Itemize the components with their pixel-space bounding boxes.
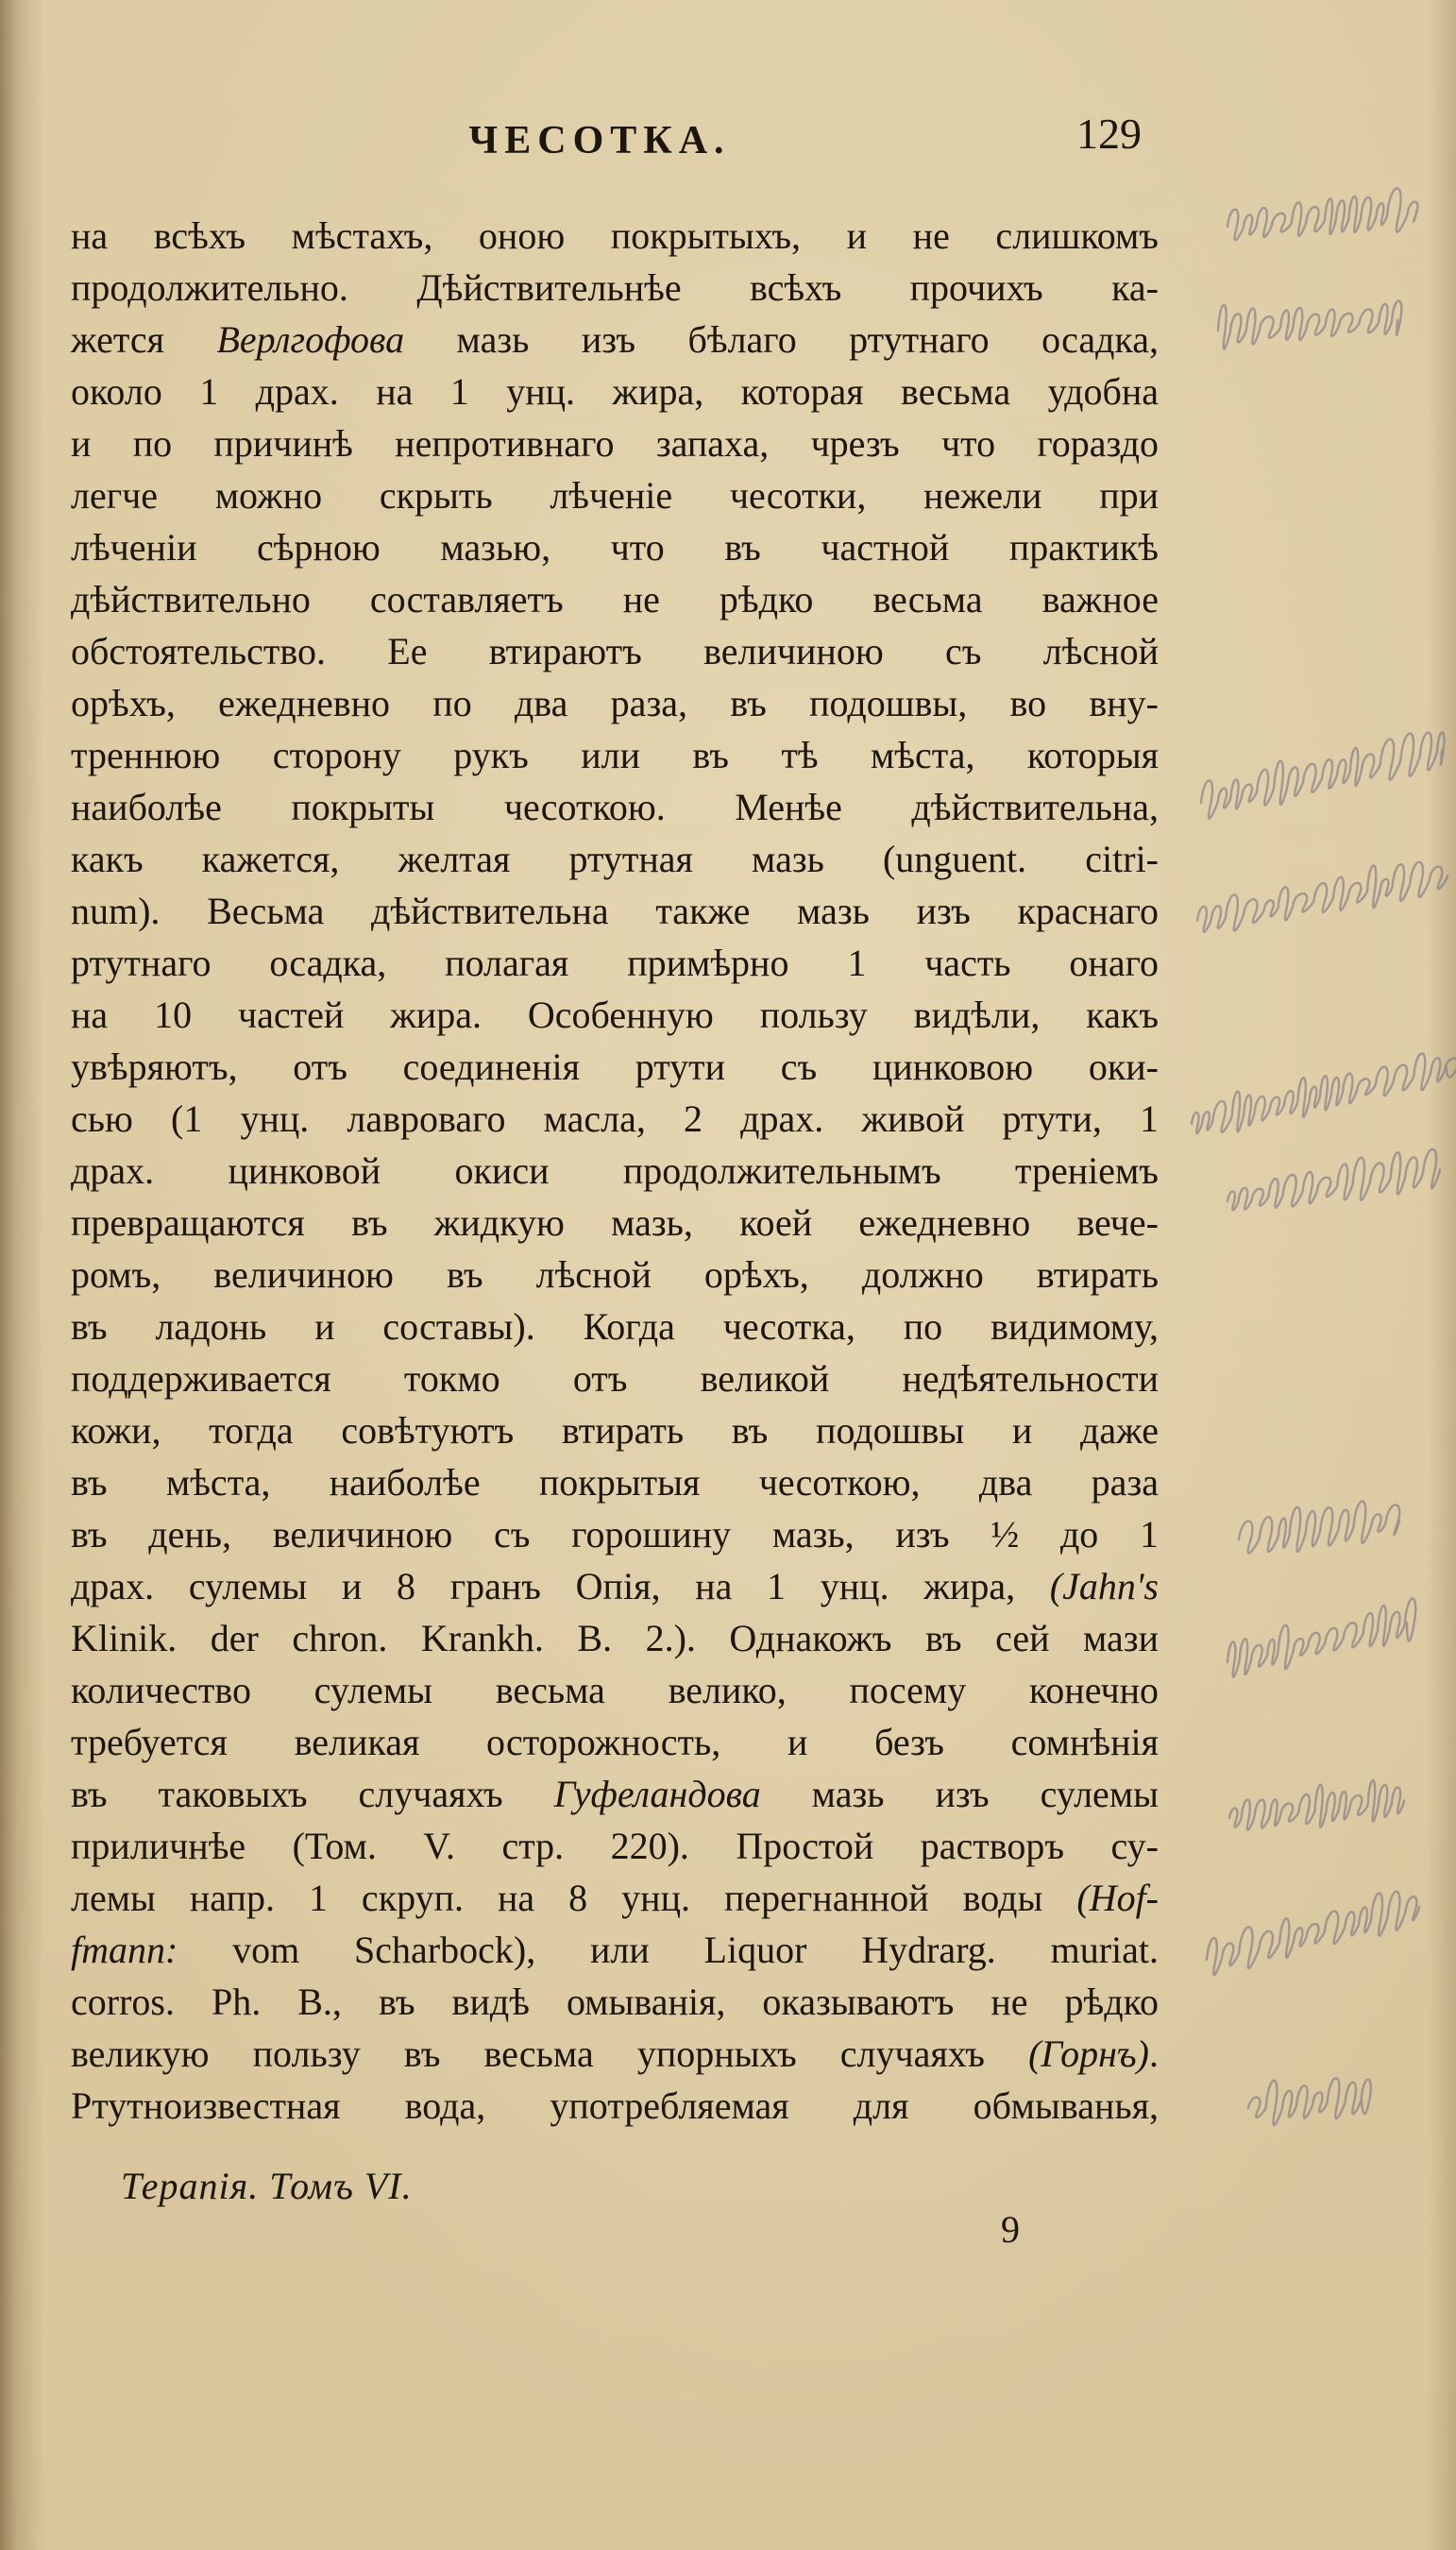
text-line — [71, 262, 1159, 314]
text-line — [71, 521, 1159, 573]
text-line — [71, 677, 1159, 729]
page-left-edge-shadow — [0, 0, 43, 2550]
text-line — [71, 1197, 1159, 1249]
text-line — [71, 1976, 1159, 2028]
text-line — [71, 469, 1159, 521]
text-line — [71, 1872, 1159, 1924]
text-segment: Klinik. der chron. Krankh. B. 2.). Однакожъ въ сей мази — [71, 1617, 1159, 1659]
text-segment: поддерживается токмо отъ великой недѣятельности — [71, 1357, 1159, 1400]
text-line — [71, 1249, 1159, 1300]
text-segment: наиболѣе покрыты чесоткою. Менѣе дѣйствительна, — [71, 786, 1159, 828]
italic-text-segment: Верлгофова — [216, 318, 405, 361]
italic-text-segment: (Hof- — [1076, 1877, 1159, 1919]
text-segment: . — [1149, 2032, 1159, 2075]
text-line — [71, 1041, 1159, 1093]
text-segment: въ таковыхъ случаяхъ — [71, 1773, 554, 1815]
text-line — [71, 1456, 1159, 1508]
text-segment: кожи, тогда совѣтуютъ втирать въ подошвы и даже — [71, 1409, 1159, 1452]
text-line — [71, 2028, 1159, 2080]
italic-text-segment: Гуфеландова — [553, 1773, 761, 1815]
text-segment: превращаются въ жидкую мазь, коей ежедневно вече- — [71, 1201, 1159, 1244]
text-line — [71, 1352, 1159, 1404]
signature-mark: 9 — [1001, 2208, 1020, 2251]
text-segment: требуется великая осторожность, и безъ сомнѣнія — [71, 1721, 1159, 1763]
text-segment: ртутнаго осадка, полагая примѣрно 1 часть онаго — [71, 942, 1159, 984]
text-segment: num). Весьма дѣйствительна также мазь изъ краснаго — [71, 890, 1159, 932]
text-segment: vom Scharbock), или Liquor Hydrarg. muriat. — [178, 1929, 1159, 1971]
text-segment: Ртутноизвестная вода, употребляемая для обмыванья, — [71, 2084, 1159, 2127]
text-segment: въ день, величиною съ горошину мазь, изъ ½ до 1 — [71, 1513, 1159, 1556]
text-line — [71, 366, 1159, 417]
text-segment: легче можно скрыть лѣченіе чесотки, нежели при — [71, 474, 1159, 517]
text-segment: на всѣхъ мѣстахъ, оною покрытыхъ, и не слишкомъ — [71, 214, 1159, 257]
running-head-title: ЧЕСОТКА. — [468, 119, 731, 162]
text-line — [71, 1560, 1159, 1612]
text-segment: мазь изъ бѣлаго ртутнаго осадка, — [404, 318, 1159, 361]
text-segment: сью (1 унц. лавроваго масла, 2 драх. живой ртути, 1 — [71, 1097, 1159, 1140]
text-segment: приличнѣе (Том. V. стр. 220). Простой растворъ су- — [71, 1825, 1159, 1867]
text-line — [71, 1716, 1159, 1768]
handwritten-note-scribble — [1248, 2078, 1371, 2125]
text-line — [71, 1820, 1159, 1872]
text-line — [71, 937, 1159, 989]
text-segment: продолжительно. Дѣйствительнѣе всѣхъ прочихъ ка- — [71, 266, 1159, 309]
text-line — [71, 573, 1159, 625]
handwritten-note-scribble — [1197, 862, 1448, 932]
text-segment: орѣхъ, ежедневно по два раза, въ подошвы, во вну- — [71, 682, 1159, 724]
text-segment: мазь изъ сулемы — [760, 1773, 1159, 1815]
text-line — [71, 729, 1159, 781]
text-segment: ромъ, величиною въ лѣсной орѣхъ, должно втирать — [71, 1253, 1159, 1296]
italic-text-segment: fmann: — [71, 1929, 178, 1971]
text-segment: около 1 драх. на 1 унц. жира, которая весьма удобна — [71, 370, 1159, 413]
text-line — [71, 1404, 1159, 1456]
text-segment: жется — [71, 318, 217, 361]
text-segment: треннюю сторону рукъ или въ тѣ мѣста, которыя — [71, 734, 1159, 776]
text-segment: на 10 частей жира. Особенную пользу видѣли, какъ — [71, 994, 1159, 1036]
text-segment: въ мѣста, наиболѣе покрытыя чесоткою, два раза — [71, 1461, 1159, 1504]
handwritten-note-scribble — [1201, 732, 1444, 818]
handwritten-note-scribble — [1192, 1053, 1456, 1133]
text-line — [71, 1508, 1159, 1560]
page-right-edge-shadow — [1428, 0, 1456, 2550]
text-segment: лѣченіи сѣрною мазью, что въ частной практикѣ — [71, 526, 1159, 569]
handwritten-note-scribble — [1227, 1149, 1440, 1211]
text-segment: увѣряютъ, отъ соединенія ртути съ цинковою оки- — [71, 1046, 1159, 1088]
text-segment: дѣйствительно составляетъ не рѣдко весьма важное — [71, 578, 1159, 620]
text-line — [71, 1612, 1159, 1664]
handwritten-note-scribble — [1229, 1780, 1404, 1830]
page-number: 129 — [1076, 110, 1142, 158]
text-line — [71, 1924, 1159, 1976]
text-segment: обстоятельство. Ее втираютъ величиною съ лѣсной — [71, 630, 1159, 672]
italic-text-segment: (Горнъ) — [1028, 2032, 1149, 2075]
text-segment: какъ кажется, желтая ртутная мазь (unguent. citri- — [71, 838, 1159, 880]
text-segment: corros. Ph. B., въ видѣ омыванія, оказываютъ не рѣдко — [71, 1980, 1159, 2023]
handwritten-note-scribble — [1227, 1598, 1415, 1676]
text-segment: драх. цинковой окиси продолжительнымъ треніемъ — [71, 1149, 1159, 1192]
text-line — [71, 314, 1159, 366]
text-line — [71, 1768, 1159, 1820]
text-line — [71, 781, 1159, 833]
body-text — [71, 210, 1159, 2132]
text-segment: и по причинѣ непротивнаго запаха, чрезъ что гораздо — [71, 422, 1159, 465]
text-line — [71, 1093, 1159, 1145]
text-segment: драх. сулемы и 8 гранъ Опія, на 1 унц. жира, — [71, 1565, 1050, 1607]
text-segment: количество сулемы весьма велико, посему конечно — [71, 1669, 1159, 1711]
text-line — [71, 989, 1159, 1041]
text-line — [71, 2080, 1159, 2132]
text-line — [71, 625, 1159, 677]
text-line — [71, 417, 1159, 469]
handwritten-note-scribble — [1227, 188, 1417, 240]
text-line — [71, 1145, 1159, 1197]
text-segment: лемы напр. 1 скруп. на 8 унц. перегнанной воды — [71, 1877, 1077, 1919]
text-segment: великую пользу въ весьма упорныхъ случаяхъ — [71, 2032, 1029, 2075]
handwritten-note-scribble — [1207, 1892, 1419, 1975]
footer-running-title: Терапія. Томъ VI. — [121, 2165, 413, 2207]
text-line — [71, 1664, 1159, 1716]
text-segment: въ ладонь и составы). Когда чесотка, по видимому, — [71, 1305, 1159, 1348]
text-line — [71, 885, 1159, 937]
text-line — [71, 1300, 1159, 1352]
italic-text-segment: (Jahn's — [1049, 1565, 1159, 1607]
text-line — [71, 210, 1159, 262]
handwritten-note-scribble — [1239, 1501, 1399, 1553]
handwritten-note-scribble — [1218, 300, 1401, 348]
text-line — [71, 833, 1159, 885]
